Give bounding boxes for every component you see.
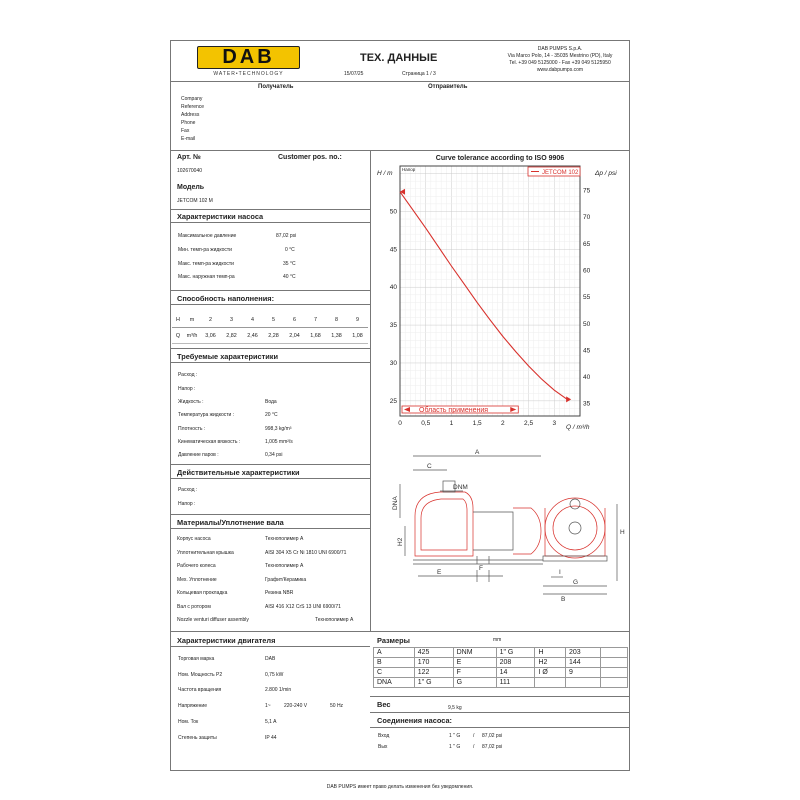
x-tick-label: 2	[501, 420, 505, 427]
fill-cell: 2,28	[263, 328, 284, 344]
material-label: Рабочего колеса	[177, 563, 216, 569]
motor-voltage: 220-240 V	[284, 703, 308, 709]
connections-title: Соединения насоса:	[377, 716, 453, 725]
dim-label-i: I	[559, 569, 561, 576]
footer-note: DAB PUMPS имеет право делать изменения без уведомления.	[326, 784, 474, 790]
divider	[170, 464, 370, 465]
dim-cell: F	[453, 668, 496, 678]
spec-label: Мин. темп-ра жидкости	[178, 247, 232, 253]
header-date: 15/07/25	[344, 71, 364, 77]
dim-label-h2: H2	[397, 537, 404, 546]
weight-value: 9,5 kg	[448, 705, 462, 711]
motor-value: 0,75 kW	[265, 672, 284, 678]
motor-value: 2.800 1/min	[265, 687, 292, 693]
connection-value: 87,02 psi	[482, 733, 503, 739]
plot-area	[400, 166, 580, 416]
dim-cell	[601, 658, 628, 668]
legend-label: JETCOM 102	[542, 170, 579, 176]
company-address: Via Marco Polo, 14 - 35035 Mestrino (PD), Italy	[507, 53, 613, 59]
header-page: Страница 1 / 3	[402, 71, 436, 77]
page-title: ТЕХ. ДАННЫЕ	[360, 52, 438, 64]
dim-label-h: H	[620, 529, 625, 536]
required-label: Давление паров :	[178, 452, 219, 458]
dim-cell: A	[374, 648, 415, 658]
series-line-jetcom-102	[400, 192, 567, 399]
divider	[170, 209, 370, 210]
material-value: Технополимер A	[315, 617, 354, 623]
divider	[370, 696, 630, 697]
divider	[370, 712, 630, 713]
dim-cell: 9	[566, 668, 601, 678]
dimensions-table	[373, 647, 628, 688]
y-tick-label: 35	[389, 322, 397, 330]
motor-title: Характеристики двигателя	[177, 636, 276, 645]
connection-value: 87,02 psi	[482, 744, 503, 750]
divider	[170, 631, 630, 632]
contact-email: E-mail	[181, 136, 196, 142]
material-label: Уплотнительная крышка	[177, 550, 234, 556]
fill-cell: 8	[326, 312, 347, 328]
spec-value: 87,02 psi	[276, 233, 297, 239]
required-label: Жидкость :	[178, 399, 204, 405]
fill-cell: 2	[200, 312, 221, 328]
fill-cell: 7	[305, 312, 326, 328]
dim-cell: 111	[496, 678, 535, 688]
fill-h-label: H	[172, 312, 184, 328]
fill-cell: 2,04	[284, 328, 305, 344]
motor-frequency: 50 Hz	[330, 703, 344, 709]
dab-logo	[197, 46, 300, 78]
connection-label: Вых	[378, 744, 388, 750]
performance-chart	[371, 151, 629, 436]
motor-value: 1~	[265, 703, 271, 709]
spec-value: 35 °C	[283, 261, 296, 267]
y2-tick-label: 55	[583, 294, 591, 302]
dimensions-unit: mm	[493, 637, 502, 643]
spec-label: Макс. наружная темп-ра	[178, 274, 235, 280]
connection-size: 1 " G	[449, 733, 461, 739]
contact-reference: Reference	[181, 104, 205, 110]
required-label: Плотность :	[178, 426, 206, 432]
divider	[170, 81, 630, 82]
x-tick-label: 1,5	[472, 420, 482, 427]
motor-value: DAB	[265, 656, 276, 662]
dim-label-f: F	[479, 565, 483, 572]
actual-label: Напор :	[178, 501, 196, 507]
required-title: Требуемые характеристики	[177, 352, 279, 361]
divider	[170, 528, 370, 529]
required-value: 20 °C	[265, 412, 278, 418]
material-label: Вал с ротором	[177, 604, 211, 610]
application-range	[402, 406, 518, 414]
required-label: Расход :	[178, 372, 198, 378]
model-label: Модель	[177, 184, 205, 191]
curve-label: Напор	[402, 167, 416, 172]
x-ticks	[398, 420, 556, 427]
chart-title: Curve tolerance according to ISO 9906	[435, 155, 565, 162]
x-axis-label: Q / m³/h	[566, 424, 590, 431]
company-name: DAB PUMPS S.p.A.	[537, 46, 583, 52]
fill-cell: 5	[263, 312, 284, 328]
fill-cell: 2,82	[221, 328, 242, 344]
material-value: Технополимер A	[265, 536, 304, 542]
dim-label-dnm: DNM	[453, 484, 468, 491]
motor-value: 5,1 A	[265, 719, 277, 725]
company-web: www.dabpumps.com	[536, 67, 584, 73]
motor-label: Ном. Мощность P2	[178, 672, 223, 678]
material-value: Технополимер A	[265, 563, 304, 569]
motor-label: Торговая марка	[178, 656, 215, 662]
x-tick-label: 2,5	[524, 420, 534, 427]
dim-cell: C	[374, 668, 415, 678]
material-value: Графит/Керамика	[265, 577, 307, 583]
weight-label: Вес	[377, 700, 391, 709]
connection-size: 1 " G	[449, 744, 461, 750]
dim-cell: H	[535, 648, 566, 658]
contact-address: Address	[181, 112, 200, 118]
divider	[370, 727, 630, 728]
spec-label: Макс. темп-ра жидкости	[178, 261, 234, 267]
dim-label-e: E	[437, 569, 442, 576]
motor-label: Степень защиты	[178, 735, 217, 741]
divider	[170, 222, 370, 223]
required-label: Напор :	[178, 386, 196, 392]
dim-label-c: C	[427, 463, 432, 470]
divider	[170, 348, 370, 349]
dim-cell: DNM	[453, 648, 496, 658]
dim-cell: 1" G	[496, 648, 535, 658]
fill-q-unit: m³/h	[184, 328, 200, 344]
required-value: 1,005 mm²/s	[265, 439, 293, 445]
materials-title: Материалы/Уплотнение вала	[177, 518, 284, 527]
dim-label-dna: DNA	[392, 496, 399, 510]
required-value: Вода	[265, 399, 277, 405]
dim-cell: I Ø	[535, 668, 566, 678]
required-label: Температура жидкости :	[178, 412, 235, 418]
sender-label: Отправитель	[428, 84, 468, 90]
fill-cell: 6	[284, 312, 305, 328]
y-tick-label: 50	[389, 208, 397, 216]
dim-cell: 170	[414, 658, 453, 668]
application-range-label: Область применения	[419, 407, 489, 414]
divider	[170, 290, 370, 291]
dim-cell	[601, 668, 628, 678]
pump-specs-title: Характеристики насоса	[177, 212, 264, 221]
spec-value: 0 °C	[285, 247, 295, 253]
fill-cell: 1,38	[326, 328, 347, 344]
table-row	[374, 668, 628, 678]
connection-sep: /	[473, 744, 475, 750]
article-number: 102670040	[177, 168, 203, 174]
dim-cell: B	[374, 658, 415, 668]
fill-cell: 1,68	[305, 328, 326, 344]
dim-cell	[566, 678, 601, 688]
divider	[170, 646, 370, 647]
contact-fax: Fax	[181, 128, 190, 134]
y-axis-label: H / m	[377, 170, 393, 177]
material-label: Корпус насоса	[177, 536, 211, 542]
filling-table	[172, 312, 368, 344]
x-tick-label: 0,5	[421, 420, 431, 427]
dim-cell: 425	[414, 648, 453, 658]
model-value: JETCOM 102 M	[177, 198, 213, 204]
required-label: Кинематическая вязкость :	[178, 439, 241, 445]
divider	[170, 362, 370, 363]
actual-label: Расход :	[178, 487, 198, 493]
required-value: 998,3 kg/m³	[265, 426, 292, 432]
fill-cell: 4	[242, 312, 263, 328]
curve-end-marker	[566, 396, 571, 402]
material-value: AISI 416 X12 CrS 13 UNI 6900/71	[265, 604, 341, 610]
contact-company: Company	[181, 96, 203, 102]
material-value: Резина NBR	[265, 590, 294, 596]
required-value: 0,34 psi	[265, 452, 283, 458]
article-label: Арт. №	[177, 154, 201, 161]
y2-tick-label: 45	[583, 347, 591, 355]
chart-legend	[528, 167, 580, 176]
dim-cell: DNA	[374, 678, 415, 688]
motor-label: Частота вращения	[178, 687, 222, 693]
dim-cell	[601, 678, 628, 688]
fill-h-unit: m	[184, 312, 200, 328]
dim-cell	[535, 678, 566, 688]
y-tick-label: 40	[389, 284, 397, 292]
y2-tick-label: 50	[583, 320, 591, 328]
fill-cell: 2,46	[242, 328, 263, 344]
x-tick-label: 3	[552, 420, 557, 427]
motor-label: Напряжение	[178, 703, 207, 709]
dim-cell: 122	[414, 668, 453, 678]
actual-title: Действительные характеристики	[177, 468, 300, 477]
logo-text: DAB	[222, 46, 275, 68]
table-row	[374, 658, 628, 668]
x-tick-label: 0	[398, 420, 402, 427]
material-value: AISI 304 X5 Cr Ni 1810 UNI 6900/71	[265, 550, 347, 556]
table-row	[374, 678, 628, 688]
dim-cell: 1" G	[414, 678, 453, 688]
y2-tick-label: 70	[583, 214, 591, 222]
fill-cell: 1,08	[347, 328, 368, 344]
dim-cell: 144	[566, 658, 601, 668]
fill-q-label: Q	[172, 328, 184, 344]
dim-cell: H2	[535, 658, 566, 668]
y-ticks	[390, 208, 398, 404]
table-row	[374, 648, 628, 658]
y2-tick-label: 65	[583, 240, 591, 248]
y-tick-label: 45	[389, 246, 397, 254]
fill-cell: 3	[221, 312, 242, 328]
x-tick-label: 1	[449, 420, 454, 427]
dim-cell	[601, 648, 628, 658]
dim-cell: 14	[496, 668, 535, 678]
y2-axis-label: Δp / psi	[595, 170, 617, 177]
connection-label: Вход	[378, 733, 390, 739]
motor-value: IP 44	[265, 735, 277, 741]
customer-pos-label: Customer pos. no.:	[278, 154, 342, 161]
dimension-drawing	[385, 446, 625, 608]
fill-cell: 9	[347, 312, 368, 328]
spec-label: Максимальное давление	[178, 233, 237, 239]
material-label: Кольцевая прокладка	[177, 590, 228, 596]
dim-cell: E	[453, 658, 496, 668]
y2-tick-label: 35	[583, 400, 591, 408]
motor-label: Ном. Ток	[178, 719, 199, 725]
dim-label-a: A	[475, 449, 480, 456]
dim-cell: 208	[496, 658, 535, 668]
contact-phone: Phone	[181, 120, 196, 126]
spec-value: 40 °C	[283, 274, 296, 280]
filling-title: Способность наполнения:	[177, 294, 275, 303]
recipient-label: Получатель	[258, 84, 294, 90]
dimensions-title: Размеры	[377, 636, 410, 645]
material-label: Nozzle venturi diffuser assembly	[177, 617, 249, 623]
divider	[170, 304, 370, 305]
divider	[170, 514, 370, 515]
divider	[170, 478, 370, 479]
curve-start-marker	[400, 189, 405, 195]
material-label: Мех. Уплотнение	[177, 577, 217, 583]
dim-label-b: B	[561, 596, 566, 603]
dim-label-g: G	[573, 579, 579, 586]
dim-cell: G	[453, 678, 496, 688]
y2-tick-label: 60	[583, 267, 591, 275]
fill-cell: 3,06	[200, 328, 221, 344]
y2-tick-label: 75	[583, 187, 591, 195]
dim-cell: 203	[566, 648, 601, 658]
logo-tagline: WATER•TECHNOLOGY	[213, 71, 284, 77]
y2-ticks	[583, 188, 591, 408]
connection-sep: /	[473, 733, 475, 739]
y2-tick-label: 40	[583, 374, 591, 382]
y-tick-label: 25	[389, 397, 397, 405]
company-phone: Tel. +39 049 5125000 - Fax +39 049 5125950	[509, 60, 611, 66]
chart-grid	[400, 166, 580, 416]
y-tick-label: 30	[389, 359, 397, 367]
